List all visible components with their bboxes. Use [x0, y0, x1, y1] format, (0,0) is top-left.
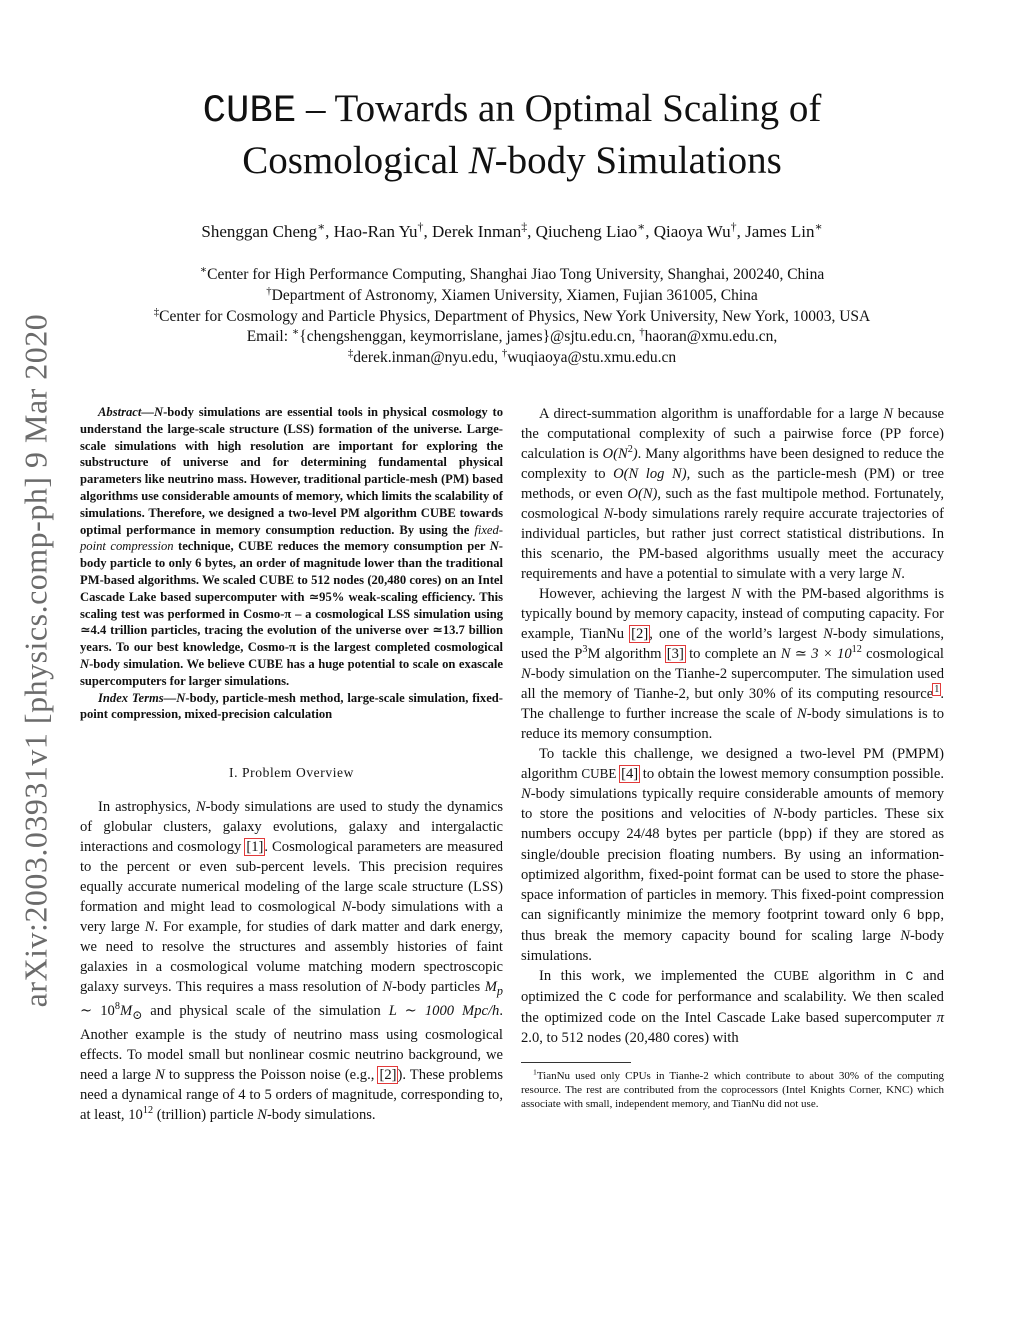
body-text: (trillion) particle [153, 1106, 258, 1123]
math-var: N [176, 690, 186, 705]
footnote-link[interactable]: 1 [934, 684, 940, 696]
math-sub: ⊙ [132, 1007, 143, 1022]
abstract-term: fixed-point compression [80, 522, 503, 554]
body-text: to obtain the lowest memory consumption possible. [639, 766, 944, 782]
math-exp: 8 [114, 1001, 120, 1013]
math-var: N [80, 656, 90, 671]
body-text: . Cosmological parameters are measured to the percent or even sub-percent levels. This precision requires equally accurate numerical modeling of the large scale structure (LSS) formation and might lead to cosmological [80, 839, 503, 916]
math-var: N [773, 806, 783, 822]
code-name: CUBE [773, 968, 809, 983]
body-text: In this work, we implemented the [539, 968, 774, 984]
title-line2-prefix: Cosmological [242, 139, 469, 182]
citation-link[interactable]: [2] [631, 626, 649, 642]
abstract-text: technique, CUBE reduces the memory consumption per [173, 539, 490, 554]
section-heading: I. Problem Overview [229, 765, 354, 781]
body-text: ) if they are stored as single/double precision floating numbers. By using an information-optimized algorithm, fixed-point format can be used to store the phase-space information of particles in memory. This fixed-point compression can significantly minimize the memory footprint toward only 6 [521, 826, 945, 923]
arxiv-identifier-text: arXiv:2003.03931v1 [physics.comp-ph] 9 Mar 2020 [17, 313, 54, 1007]
math-var: M [484, 979, 497, 996]
body-text: ). These problems need a dynamical range of 4 to 5 orders of magnitude, corresponding to, at least, 10 [80, 1066, 503, 1123]
math-var: π [936, 1010, 944, 1026]
email-mark: ∗ [291, 326, 300, 339]
affiliation-mark: ∗ [199, 263, 208, 276]
abstract-paragraph [80, 404, 503, 690]
math-var: N [891, 566, 902, 582]
affiliation-line [80, 265, 944, 286]
body-text: code for performance and scalability. We then scaled the optimized code on the Intel Cascade Lake based supercomputer [521, 989, 944, 1026]
math-var: N [521, 786, 531, 802]
body-text: , one of the world’s largest [649, 626, 824, 642]
body-text: . For example, for studies of dark matter and dark energy, we need to resolve the structures and assembly histories of faint galaxies in a cosmological volume matching modern spectroscopic galaxy surveys. This requires a mass resolution of [80, 919, 503, 996]
math-exp: 2 [627, 444, 633, 456]
affiliation-line [80, 286, 944, 307]
arxiv-identifier-stamp [6, 300, 66, 1020]
body-text: and physical scale of the simulation [142, 1003, 389, 1020]
abstract-text: -body simulation. We believe CUBE has a huge potential to scale on exascale supercomputers for larger simulations. [80, 656, 503, 688]
body-text: To tackle this challenge, we designed a two-level PM (PMPM) algorithm [521, 746, 944, 782]
affiliation-text: Department of Astronomy, Xiamen University, Xiamen, Fujian 361005, China [271, 286, 758, 304]
affiliation-text: Center for High Performance Computing, Shanghai Jiao Tong University, Shanghai, 200240, China [207, 266, 825, 283]
email-line [80, 348, 944, 369]
body-text: . [901, 566, 905, 582]
abstract-label: Abstract— [98, 405, 154, 419]
body-text: . Another example is the study of neutrino mass using cosmological effects. To model small but nonlinear cosmic neutrino background, we need a large [80, 1003, 503, 1083]
body-text: . The challenge to further increase the scale of [521, 686, 944, 722]
body-paragraph [521, 404, 944, 584]
body-text: -body simulations. [266, 1106, 376, 1123]
code-name: CUBE [581, 766, 617, 781]
body-text: A direct-summation algorithm is unaffordable for a large [539, 406, 884, 422]
footnote-text: TianNu used only CPUs in Tianhe-2 which contribute to about 30% of the computing resource. The rest are contributed from the coprocessors (Intel Knights Corner, KNC) which associate with small, independent memory, and TianNu did not use. [521, 1070, 944, 1110]
email-addresses[interactable]: haoran@xmu.edu.cn, [644, 328, 778, 346]
math-expression: O(N) [627, 486, 658, 502]
math-exp: 12 [851, 644, 862, 656]
right-column [521, 404, 944, 1111]
math-var: N [382, 979, 393, 996]
math-var: N [603, 506, 614, 522]
body-text: -body simulations are used to study the dynamics of globular clusters, galaxy evolutions, galaxy and intergalactic interactions and cosmology [80, 799, 503, 856]
body-text: 2.0, to 512 nodes (20,480 cores) with [521, 1030, 739, 1046]
code-term: C [905, 969, 914, 984]
code-term: C [608, 990, 617, 1005]
author-name: Derek Inman [432, 222, 522, 241]
body-text: , such as the particle-mesh (PM) or tree methods, or even [521, 466, 944, 502]
affiliation-line [80, 307, 944, 328]
code-term: bpp [916, 908, 941, 923]
math-expression: ) [632, 446, 638, 462]
abstract [80, 404, 503, 723]
math-exp: 12 [142, 1105, 154, 1117]
citation-link[interactable]: [4] [621, 766, 639, 782]
body-text: -body simulations typically require considerable amounts of memory to store the positions and velocities of [521, 786, 944, 822]
math-sub: p [496, 984, 503, 999]
body-text: algorithm in [808, 968, 906, 984]
author-mark: ∗ [814, 219, 823, 234]
body-paragraph [521, 584, 944, 744]
math-expression: O(N log N) [613, 466, 687, 482]
affiliations [80, 265, 944, 369]
body-text: to suppress the Poisson noise (e.g., [164, 1066, 379, 1083]
math-expression: N ≃ 3 × 10 [780, 646, 852, 662]
body-text: -body simulations is to reduce its memory consumption. [521, 706, 944, 742]
author-mark: ∗ [637, 219, 646, 234]
index-terms-text: -body, particle-mesh method, large-scale simulation, fixed-point compression, mixed-precision calculation [80, 690, 503, 722]
author-name: Qiaoya Wu [653, 222, 731, 241]
citation-link[interactable]: [3] [666, 646, 684, 662]
math-var: N [155, 1066, 165, 1083]
body-text: M algorithm [587, 646, 666, 662]
body-text: to complete an [684, 646, 781, 662]
footnote-mark: 1 [533, 1067, 537, 1077]
email-label: Email: [246, 328, 292, 346]
body-text: , thus break the memory capacity bound for scaling large [521, 907, 944, 944]
math-var: N [195, 799, 206, 816]
body-text: -body simulations. [521, 928, 944, 964]
email-mark: ‡ [347, 347, 354, 360]
affiliation-text: Center for Cosmology and Particle Physics, Department of Physics, New York University, New York, 10003, USA [159, 307, 871, 325]
body-text: However, achieving the largest [539, 586, 732, 602]
author-name: James Lin [745, 222, 815, 241]
body-text: with the PM-based algorithms is typically bound by memory capacity, instead of computing capacity. For example, TianNu [521, 586, 945, 642]
body-paragraph [80, 797, 503, 1125]
body-text: -body simulations, used the P [521, 626, 944, 662]
email-mark: † [639, 326, 645, 339]
affiliation-mark: ‡ [153, 305, 160, 318]
math-var: N [489, 539, 499, 554]
math-var: N [731, 586, 741, 602]
math-var: N [153, 405, 164, 419]
math-var: N [144, 919, 155, 936]
author-name: Qiucheng Liao [535, 222, 638, 241]
section-body [80, 797, 503, 1125]
title-line2-suffix: -body Simulations [494, 139, 782, 182]
index-terms [80, 690, 503, 724]
body-text: In astrophysics, [98, 799, 196, 816]
body-text: -body simulation on the Tianhe-2 supercomputer. The simulation used all the memory of Tianhe-2, but only 30% of its computing resource [521, 666, 944, 702]
paper-title [120, 84, 904, 186]
body-text: -body simulations rarely require accurate trajectories of individual particles, but rather just correct statistical distributions. In this scenario, the PM-based algorithms usually meet the accuracy requirements and have a potential to simulate with a very large [521, 506, 944, 582]
affiliation-mark: † [266, 284, 272, 297]
footnote-rule [521, 1062, 631, 1063]
body-text: cosmological [861, 646, 944, 662]
left-column [80, 404, 503, 1125]
math-var: N [341, 899, 352, 916]
author-list: Shenggan Cheng∗, Hao-Ran Yu†, Derek Inman‡, Qiucheng Liao∗, Qiaoya Wu†, James Lin∗ [201, 219, 823, 241]
body-text: and optimized the [521, 968, 944, 1005]
math-var: N [521, 666, 531, 682]
citation-link[interactable]: [1] [246, 839, 264, 856]
index-terms-label: Index Terms— [98, 690, 177, 705]
body-paragraph [521, 744, 944, 966]
author-mark: † [730, 219, 737, 234]
footnote [521, 1069, 944, 1111]
math-expression: L ∼ 1000 Mpc/h [388, 1003, 500, 1020]
author-name: Shenggan Cheng [201, 222, 318, 241]
body-paragraph [521, 966, 944, 1048]
math-var: N [900, 928, 910, 944]
math-var: N [823, 626, 833, 642]
email-addresses[interactable]: {chengshenggan, keymorrislane, james}@sjtu.edu.cn, [299, 328, 640, 346]
body-text: -body simulations with a very large [80, 899, 503, 936]
body-text: , such as the fast multipole method. Fortunately, cosmological [521, 486, 944, 522]
title-code-name: CUBE [202, 89, 297, 133]
abstract-text: -body simulations are essential tools in physical cosmology to understand the large-scale structure (LSS) formation of the universe. Large-scale simulations with high resolution are important for exploring the substructure of universe and for determining fundamental physical parameters like neutrino mass. However, traditional particle-mesh (PM) based algorithms use considerable amounts of memory, which limits the scalability of simulations. Therefore, we designed a two-level PM algorithm CUBE towards optimal performance in memory consumption reduction. By using the [80, 405, 503, 537]
author-mark: † [417, 219, 424, 234]
math-var: N [797, 706, 807, 722]
math-exp: 3 [582, 644, 588, 656]
author-name: Hao-Ran Yu [333, 222, 418, 241]
body-text: . Many algorithms have been designed to reduce the complexity to [521, 446, 944, 482]
email-addresses[interactable]: derek.inman@nyu.edu, [353, 349, 502, 367]
code-term: bpp [783, 827, 808, 842]
email-line [80, 327, 944, 348]
body-text: -body particles. These six numbers occupy 24/48 bytes per particle ( [521, 806, 945, 842]
math-var: M [119, 1003, 133, 1020]
author-mark: ‡ [521, 219, 528, 234]
body-text: -body particles [392, 979, 485, 996]
math-var: N [883, 406, 893, 422]
email-mark: † [501, 347, 508, 360]
math-var: N [257, 1106, 267, 1123]
math-expression: O(N [602, 446, 628, 462]
title-line1: – Towards an Optimal Scaling of [296, 87, 822, 130]
abstract-text: -body particle to only 6 bytes, an order of magnitude lower than the traditional PM-based algorithms. We scaled CUBE to 512 nodes (20,480 cores) on an Intel Cascade Lake based supercomputer with ≃95% weak-scaling efficiency. This scaling test was performed in Cosmo-π – a cosmological LSS simulation using ≃4.4 trillion particles, tracing the evolution of the universe over ≃13.7 billion years. To our best knowledge, Cosmo-π is the largest completed cosmological [80, 539, 503, 655]
email-addresses[interactable]: wuqiaoya@stu.xmu.edu.cn [507, 349, 677, 367]
math-text: ∼ 10 [80, 1003, 115, 1020]
title-variable: N [468, 139, 495, 182]
body-text: because the computational complexity of such a pairwise force (PP force) calculation is [521, 406, 944, 462]
citation-link[interactable]: [2] [379, 1066, 397, 1083]
author-mark: ∗ [317, 219, 326, 234]
